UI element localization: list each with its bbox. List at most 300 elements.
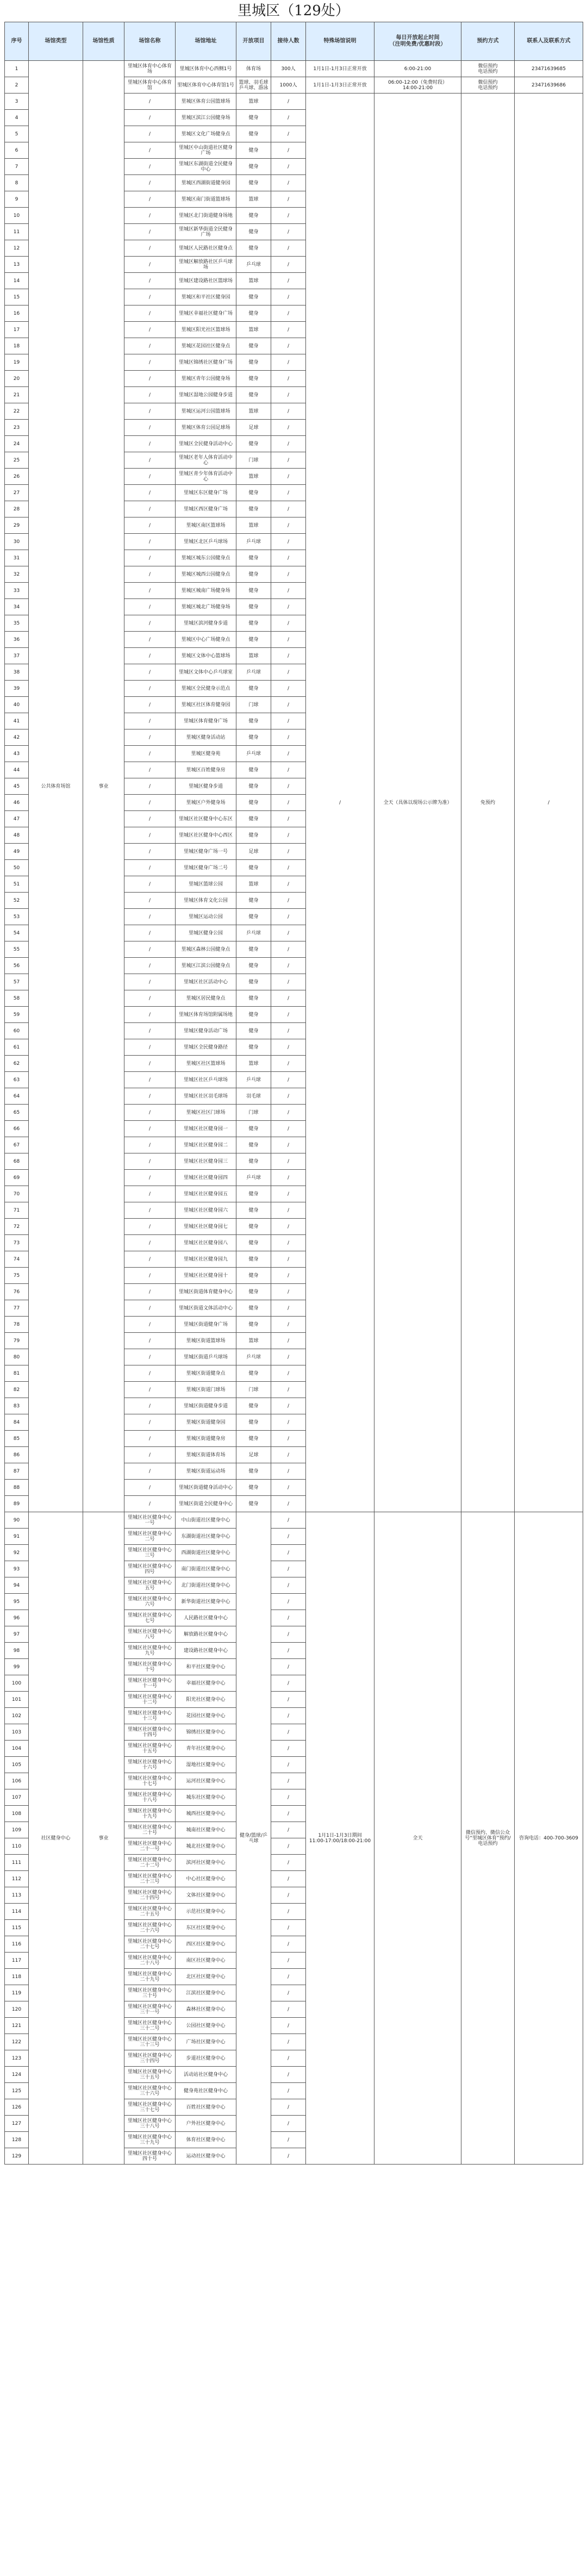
row-number: 26 xyxy=(5,469,29,485)
venue-name: 里城区社区健身中心三十七号 xyxy=(124,2099,176,2116)
venue-address: 里城区街道健身步道 xyxy=(176,1398,236,1414)
venue-name: / xyxy=(124,1414,176,1431)
capacity: / xyxy=(271,1007,306,1023)
venue-name: / xyxy=(124,795,176,811)
booking-method: 免预约 xyxy=(461,93,515,1512)
venue-name: / xyxy=(124,159,176,175)
venue-address: 里城区篮球公园 xyxy=(176,876,236,893)
row-number: 113 xyxy=(5,1887,29,1904)
venue-address: 里城区社区健身园五 xyxy=(176,1186,236,1202)
row-number: 86 xyxy=(5,1447,29,1463)
capacity: / xyxy=(271,1757,306,1773)
venue-address: 里城区街道篮球场 xyxy=(176,1333,236,1349)
venue-name: 里城区社区健身中心十八号 xyxy=(124,1789,176,1806)
open-items: 健身 xyxy=(236,1496,271,1512)
open-items: 健身 xyxy=(236,305,271,322)
venue-address: 百姓社区健身中心 xyxy=(176,2099,236,2116)
venue-name: / xyxy=(124,566,176,583)
open-items: 健身 xyxy=(236,811,271,827)
venue-address: 广场社区健身中心 xyxy=(176,2034,236,2050)
row-number: 103 xyxy=(5,1724,29,1741)
venue-name: / xyxy=(124,1186,176,1202)
capacity: / xyxy=(271,322,306,338)
venue-name: 里城区社区健身中心二十一号 xyxy=(124,1838,176,1855)
venue-name: / xyxy=(124,1431,176,1447)
open-items: 篮球 xyxy=(236,273,271,289)
row-number: 54 xyxy=(5,925,29,941)
venue-address: 北门街道社区健身中心 xyxy=(176,1577,236,1594)
venue-address: 里城区社区健身园四 xyxy=(176,1170,236,1186)
row-number: 105 xyxy=(5,1757,29,1773)
capacity: / xyxy=(271,175,306,191)
open-items: 健身 xyxy=(236,583,271,599)
venue-name: / xyxy=(124,534,176,550)
venue-address: 里城区社区健身园八 xyxy=(176,1235,236,1251)
venue-name: 里城区社区健身中心三十三号 xyxy=(124,2034,176,2050)
row-number: 75 xyxy=(5,1268,29,1284)
row-number: 40 xyxy=(5,697,29,713)
row-number: 6 xyxy=(5,142,29,159)
row-number: 122 xyxy=(5,2034,29,2050)
venue-address: 里城区南区篮球场 xyxy=(176,517,236,534)
capacity: / xyxy=(271,2148,306,2165)
capacity: / xyxy=(271,583,306,599)
row-number: 96 xyxy=(5,1610,29,1626)
venue-name: 里城区社区健身中心二十三号 xyxy=(124,1871,176,1887)
venue-address: 里城区中山街道社区健身广场 xyxy=(176,142,236,159)
capacity: / xyxy=(271,1822,306,1838)
row-number: 16 xyxy=(5,305,29,322)
open-items: 门球 xyxy=(236,1105,271,1121)
open-items: 羽毛球 xyxy=(236,1088,271,1105)
row-number: 106 xyxy=(5,1773,29,1789)
capacity: / xyxy=(271,305,306,322)
row-number: 29 xyxy=(5,517,29,534)
row-number: 79 xyxy=(5,1333,29,1349)
row-number: 61 xyxy=(5,1039,29,1056)
open-items: 篮球、羽毛球 乒乓球、游泳 xyxy=(236,77,271,93)
venue-name: / xyxy=(124,452,176,469)
open-items: 健身 xyxy=(236,599,271,615)
capacity: / xyxy=(271,1039,306,1056)
capacity: / xyxy=(271,1121,306,1137)
capacity: / xyxy=(271,795,306,811)
venue-name: / xyxy=(124,1219,176,1235)
open-items: 健身 xyxy=(236,1463,271,1480)
row-number: 126 xyxy=(5,2099,29,2116)
venue-address: 活动站社区健身中心 xyxy=(176,2067,236,2083)
venue-type-cell: 公共体育场馆 xyxy=(29,61,83,1512)
venue-name: 里城区社区健身中心十五号 xyxy=(124,1741,176,1757)
open-items: 健身 xyxy=(236,1121,271,1137)
venue-name: / xyxy=(124,958,176,974)
row-number: 53 xyxy=(5,909,29,925)
venue-nature-cell: 事业 xyxy=(83,1512,124,2165)
capacity: / xyxy=(271,844,306,860)
open-items: 健身 xyxy=(236,240,271,257)
open-items: 健身 xyxy=(236,338,271,354)
capacity: / xyxy=(271,1202,306,1219)
capacity: / xyxy=(271,1088,306,1105)
capacity: / xyxy=(271,1561,306,1577)
row-number: 55 xyxy=(5,941,29,958)
venue-address: 里城区中心广场健身点 xyxy=(176,632,236,648)
row-number: 74 xyxy=(5,1251,29,1268)
open-items: 健身 xyxy=(236,990,271,1007)
venue-address: 里城区社区门球场 xyxy=(176,1105,236,1121)
row-number: 129 xyxy=(5,2148,29,2165)
row-number: 15 xyxy=(5,289,29,305)
open-items: 门球 xyxy=(236,452,271,469)
venue-name: / xyxy=(124,387,176,403)
open-items: 健身 xyxy=(236,1398,271,1414)
open-items: 健身 xyxy=(236,354,271,371)
capacity: / xyxy=(271,224,306,240)
venue-name: 里城区社区健身中心十三号 xyxy=(124,1708,176,1724)
open-items: 健身 xyxy=(236,289,271,305)
capacity: / xyxy=(271,2099,306,2116)
venue-address: 里城区城南广场健身场 xyxy=(176,583,236,599)
capacity: / xyxy=(271,664,306,681)
venue-address: 里城区街道健身活动中心 xyxy=(176,1480,236,1496)
venue-address: 里城区城北广场健身场 xyxy=(176,599,236,615)
venue-address: 东湖街道社区健身中心 xyxy=(176,1529,236,1545)
row-number: 32 xyxy=(5,566,29,583)
table-body xyxy=(5,61,583,2165)
row-number: 93 xyxy=(5,1561,29,1577)
open-items: 健身 xyxy=(236,1023,271,1039)
venue-name: 里城区社区健身中心十一号 xyxy=(124,1675,176,1692)
capacity: / xyxy=(271,191,306,208)
open-items: 健身 xyxy=(236,1219,271,1235)
venue-address: 里城区北区乒乓球场 xyxy=(176,534,236,550)
open-items: 健身 xyxy=(236,632,271,648)
row-number: 72 xyxy=(5,1219,29,1235)
capacity: / xyxy=(271,420,306,436)
row-number: 5 xyxy=(5,126,29,142)
venue-name: / xyxy=(124,420,176,436)
capacity: / xyxy=(271,2083,306,2099)
row-number: 42 xyxy=(5,729,29,746)
open-items: 门球 xyxy=(236,697,271,713)
venue-name: / xyxy=(124,648,176,664)
venue-type-cell: 社区健身中心 xyxy=(29,1512,83,2165)
venue-address: 里城区滨江公园健身场 xyxy=(176,110,236,126)
row-number: 47 xyxy=(5,811,29,827)
row-number: 7 xyxy=(5,159,29,175)
row-number: 11 xyxy=(5,224,29,240)
open-items: 健身 xyxy=(236,1251,271,1268)
contact-info: 23471639685 xyxy=(515,61,583,77)
venue-address: 里城区全民健身路径 xyxy=(176,1039,236,1056)
venue-address: 里城区文体中心乒乓球室 xyxy=(176,664,236,681)
capacity: / xyxy=(271,1871,306,1887)
venue-name: / xyxy=(124,208,176,224)
row-number: 59 xyxy=(5,1007,29,1023)
venue-name: / xyxy=(124,860,176,876)
venue-address: 阳光社区健身中心 xyxy=(176,1692,236,1708)
venue-name: / xyxy=(124,1039,176,1056)
venue-name: / xyxy=(124,762,176,778)
capacity: / xyxy=(271,778,306,795)
capacity: / xyxy=(271,1219,306,1235)
capacity: / xyxy=(271,1789,306,1806)
row-number: 101 xyxy=(5,1692,29,1708)
venue-address: 里城区建设路社区篮球场 xyxy=(176,273,236,289)
venue-address: 里城区江滨公园健身点 xyxy=(176,958,236,974)
header-cell: 特殊场馆说明 xyxy=(306,22,374,61)
open-items: 健身 xyxy=(236,387,271,403)
venue-address: 里城区健身广场二号 xyxy=(176,860,236,876)
open-items: 健身 xyxy=(236,958,271,974)
venue-address: 里城区人民路社区健身点 xyxy=(176,240,236,257)
open-items: 健身 xyxy=(236,501,271,517)
open-items: 健身 xyxy=(236,550,271,566)
venue-address: 体育社区健身中心 xyxy=(176,2132,236,2148)
venue-address: 里城区花园社区健身点 xyxy=(176,338,236,354)
row-number: 44 xyxy=(5,762,29,778)
capacity: / xyxy=(271,762,306,778)
capacity: / xyxy=(271,501,306,517)
opening-hours: 6:00-21:00 xyxy=(374,61,461,77)
venue-address: 里城区社区健身园七 xyxy=(176,1219,236,1235)
row-number: 8 xyxy=(5,175,29,191)
capacity: / xyxy=(271,958,306,974)
row-number: 84 xyxy=(5,1414,29,1431)
open-items: 健身 xyxy=(236,827,271,844)
capacity: / xyxy=(271,1643,306,1659)
row-number: 14 xyxy=(5,273,29,289)
venue-address: 里城区街道乒乓球场 xyxy=(176,1349,236,1365)
venue-address: 里城区居民健身点 xyxy=(176,990,236,1007)
venue-address: 里城区新华街道全民健身广场 xyxy=(176,224,236,240)
open-items: 篮球 xyxy=(236,322,271,338)
venue-name: / xyxy=(124,1463,176,1480)
open-items: 乒乓球 xyxy=(236,534,271,550)
open-items: 足球 xyxy=(236,1447,271,1463)
venue-address: 里城区户外健身场 xyxy=(176,795,236,811)
venue-address: 里城区街道健身房 xyxy=(176,1431,236,1447)
capacity: / xyxy=(271,1675,306,1692)
capacity: / xyxy=(271,93,306,110)
venue-address: 里城区街道文体活动中心 xyxy=(176,1300,236,1317)
venue-name: / xyxy=(124,550,176,566)
venue-address: 湿地社区健身中心 xyxy=(176,1757,236,1773)
venue-name: / xyxy=(124,1137,176,1153)
open-items: 健身 xyxy=(236,1431,271,1447)
capacity: / xyxy=(271,615,306,632)
venue-address: 里城区解放路社区乒乓球场 xyxy=(176,257,236,273)
row-number: 17 xyxy=(5,322,29,338)
row-number: 110 xyxy=(5,1838,29,1855)
venue-name: / xyxy=(124,1317,176,1333)
venue-name: 里城区社区健身中心三十五号 xyxy=(124,2067,176,2083)
row-number: 85 xyxy=(5,1431,29,1447)
row-number: 36 xyxy=(5,632,29,648)
capacity: / xyxy=(271,1969,306,1985)
capacity: / xyxy=(271,876,306,893)
open-items: 篮球 xyxy=(236,191,271,208)
capacity: / xyxy=(271,403,306,420)
venue-name: 里城区社区健身中心三十号 xyxy=(124,1985,176,2001)
capacity: / xyxy=(271,648,306,664)
capacity: / xyxy=(271,159,306,175)
venue-name: 里城区社区健身中心四十号 xyxy=(124,2148,176,2165)
venue-name: 里城区体育中心体育场 xyxy=(124,61,176,77)
open-items: 健身 xyxy=(236,142,271,159)
venue-name: / xyxy=(124,1365,176,1382)
capacity: / xyxy=(271,2001,306,2018)
venue-address: 北区社区健身中心 xyxy=(176,1969,236,1985)
venue-name: / xyxy=(124,1170,176,1186)
capacity: / xyxy=(271,1251,306,1268)
booking-method: 微信预约 电话预约 xyxy=(461,77,515,93)
capacity: / xyxy=(271,354,306,371)
venue-name: / xyxy=(124,501,176,517)
venue-address: 里城区东区健身广场 xyxy=(176,485,236,501)
capacity: / xyxy=(271,1529,306,1545)
row-number: 34 xyxy=(5,599,29,615)
capacity: / xyxy=(271,1186,306,1202)
venue-address: 里城区健身公园 xyxy=(176,925,236,941)
row-number: 46 xyxy=(5,795,29,811)
row-number: 48 xyxy=(5,827,29,844)
capacity: / xyxy=(271,1773,306,1789)
row-number: 97 xyxy=(5,1626,29,1643)
venue-name: / xyxy=(124,1300,176,1317)
capacity: / xyxy=(271,697,306,713)
row-number: 18 xyxy=(5,338,29,354)
capacity: / xyxy=(271,1936,306,1953)
row-number: 123 xyxy=(5,2050,29,2067)
venue-name: / xyxy=(124,110,176,126)
venue-name: 里城区社区健身中心九号 xyxy=(124,1643,176,1659)
row-number: 88 xyxy=(5,1480,29,1496)
venue-name: / xyxy=(124,1056,176,1072)
row-number: 114 xyxy=(5,1904,29,1920)
venue-name: / xyxy=(124,1333,176,1349)
capacity: 300人 xyxy=(271,61,306,77)
capacity: / xyxy=(271,240,306,257)
row-number: 50 xyxy=(5,860,29,876)
venue-address: 里城区北门街道健身场地 xyxy=(176,208,236,224)
venue-name: / xyxy=(124,583,176,599)
row-number: 83 xyxy=(5,1398,29,1414)
contact-info: / xyxy=(515,93,583,1512)
capacity: / xyxy=(271,1953,306,1969)
capacity: / xyxy=(271,289,306,305)
capacity: / xyxy=(271,1137,306,1153)
capacity: / xyxy=(271,485,306,501)
row-number: 71 xyxy=(5,1202,29,1219)
venue-address: 里城区文化广场健身点 xyxy=(176,126,236,142)
venue-address: 里城区体育中心体育馆1号 xyxy=(176,77,236,93)
venue-address: 里城区百姓健身房 xyxy=(176,762,236,778)
venue-name: / xyxy=(124,893,176,909)
venue-name: / xyxy=(124,974,176,990)
venue-address: 运河社区健身中心 xyxy=(176,1773,236,1789)
venue-address: 中山街道社区健身中心 xyxy=(176,1512,236,1529)
capacity: / xyxy=(271,827,306,844)
venue-address: 里城区体育公园篮球场 xyxy=(176,93,236,110)
venue-address: 解放路社区健身中心 xyxy=(176,1626,236,1643)
row-number: 125 xyxy=(5,2083,29,2099)
capacity: / xyxy=(271,1056,306,1072)
capacity: / xyxy=(271,1806,306,1822)
venue-address: 里城区运河公园篮球场 xyxy=(176,403,236,420)
open-items: 篮球 xyxy=(236,1056,271,1072)
venue-address: 里城区社区健身中心东区 xyxy=(176,811,236,827)
venue-name: / xyxy=(124,305,176,322)
capacity: / xyxy=(271,126,306,142)
capacity: / xyxy=(271,110,306,126)
row-number: 68 xyxy=(5,1153,29,1170)
capacity: / xyxy=(271,811,306,827)
venue-address: 里城区街道健身广场 xyxy=(176,1317,236,1333)
venue-address: 中心社区健身中心 xyxy=(176,1871,236,1887)
venue-name: 里城区社区健身中心二号 xyxy=(124,1529,176,1545)
row-number: 1 xyxy=(5,61,29,77)
venue-address: 里城区健身苑 xyxy=(176,746,236,762)
open-items: 健身 xyxy=(236,224,271,240)
capacity: / xyxy=(271,1153,306,1170)
venue-name: / xyxy=(124,1251,176,1268)
venue-name: 里城区社区健身中心三十二号 xyxy=(124,2018,176,2034)
venue-address: 里城区文体中心篮球场 xyxy=(176,648,236,664)
row-number: 13 xyxy=(5,257,29,273)
capacity: / xyxy=(271,2067,306,2083)
row-number: 76 xyxy=(5,1284,29,1300)
venue-address: 里城区青年公园健身场 xyxy=(176,371,236,387)
row-number: 30 xyxy=(5,534,29,550)
row-number: 111 xyxy=(5,1855,29,1871)
row-number: 119 xyxy=(5,1985,29,2001)
row-number: 33 xyxy=(5,583,29,599)
capacity: / xyxy=(271,1838,306,1855)
venue-address: 滨河社区健身中心 xyxy=(176,1855,236,1871)
header-cell: 接待人数 xyxy=(271,22,306,61)
venue-name: / xyxy=(124,371,176,387)
venue-name: / xyxy=(124,925,176,941)
capacity: / xyxy=(271,1512,306,1529)
row-number: 9 xyxy=(5,191,29,208)
venue-address: 里城区体育中心西侧1号 xyxy=(176,61,236,77)
open-items: 乒乓球 xyxy=(236,746,271,762)
venue-name: 里城区社区健身中心七号 xyxy=(124,1610,176,1626)
venue-address: 里城区社区体育健身园 xyxy=(176,697,236,713)
venue-name: / xyxy=(124,485,176,501)
open-items: 乒乓球 xyxy=(236,257,271,273)
open-items: 健身 xyxy=(236,1186,271,1202)
row-number: 12 xyxy=(5,240,29,257)
header-cell: 场馆类型 xyxy=(29,22,83,61)
capacity: / xyxy=(271,1594,306,1610)
row-number: 100 xyxy=(5,1675,29,1692)
row-number: 52 xyxy=(5,893,29,909)
venue-address: 里城区南门街道篮球场 xyxy=(176,191,236,208)
venue-address: 里城区社区健身中心西区 xyxy=(176,827,236,844)
venue-address: 城南社区健身中心 xyxy=(176,1822,236,1838)
venue-address: 里城区运动公园 xyxy=(176,909,236,925)
row-number: 73 xyxy=(5,1235,29,1251)
open-items: 健身 xyxy=(236,1039,271,1056)
open-items: 健身 xyxy=(236,1284,271,1300)
venue-name: 里城区社区健身中心三十九号 xyxy=(124,2132,176,2148)
open-items: 健身 xyxy=(236,729,271,746)
venue-name: 里城区社区健身中心十号 xyxy=(124,1659,176,1675)
venue-name: 里城区社区健身中心二十七号 xyxy=(124,1936,176,1953)
capacity: / xyxy=(271,2116,306,2132)
